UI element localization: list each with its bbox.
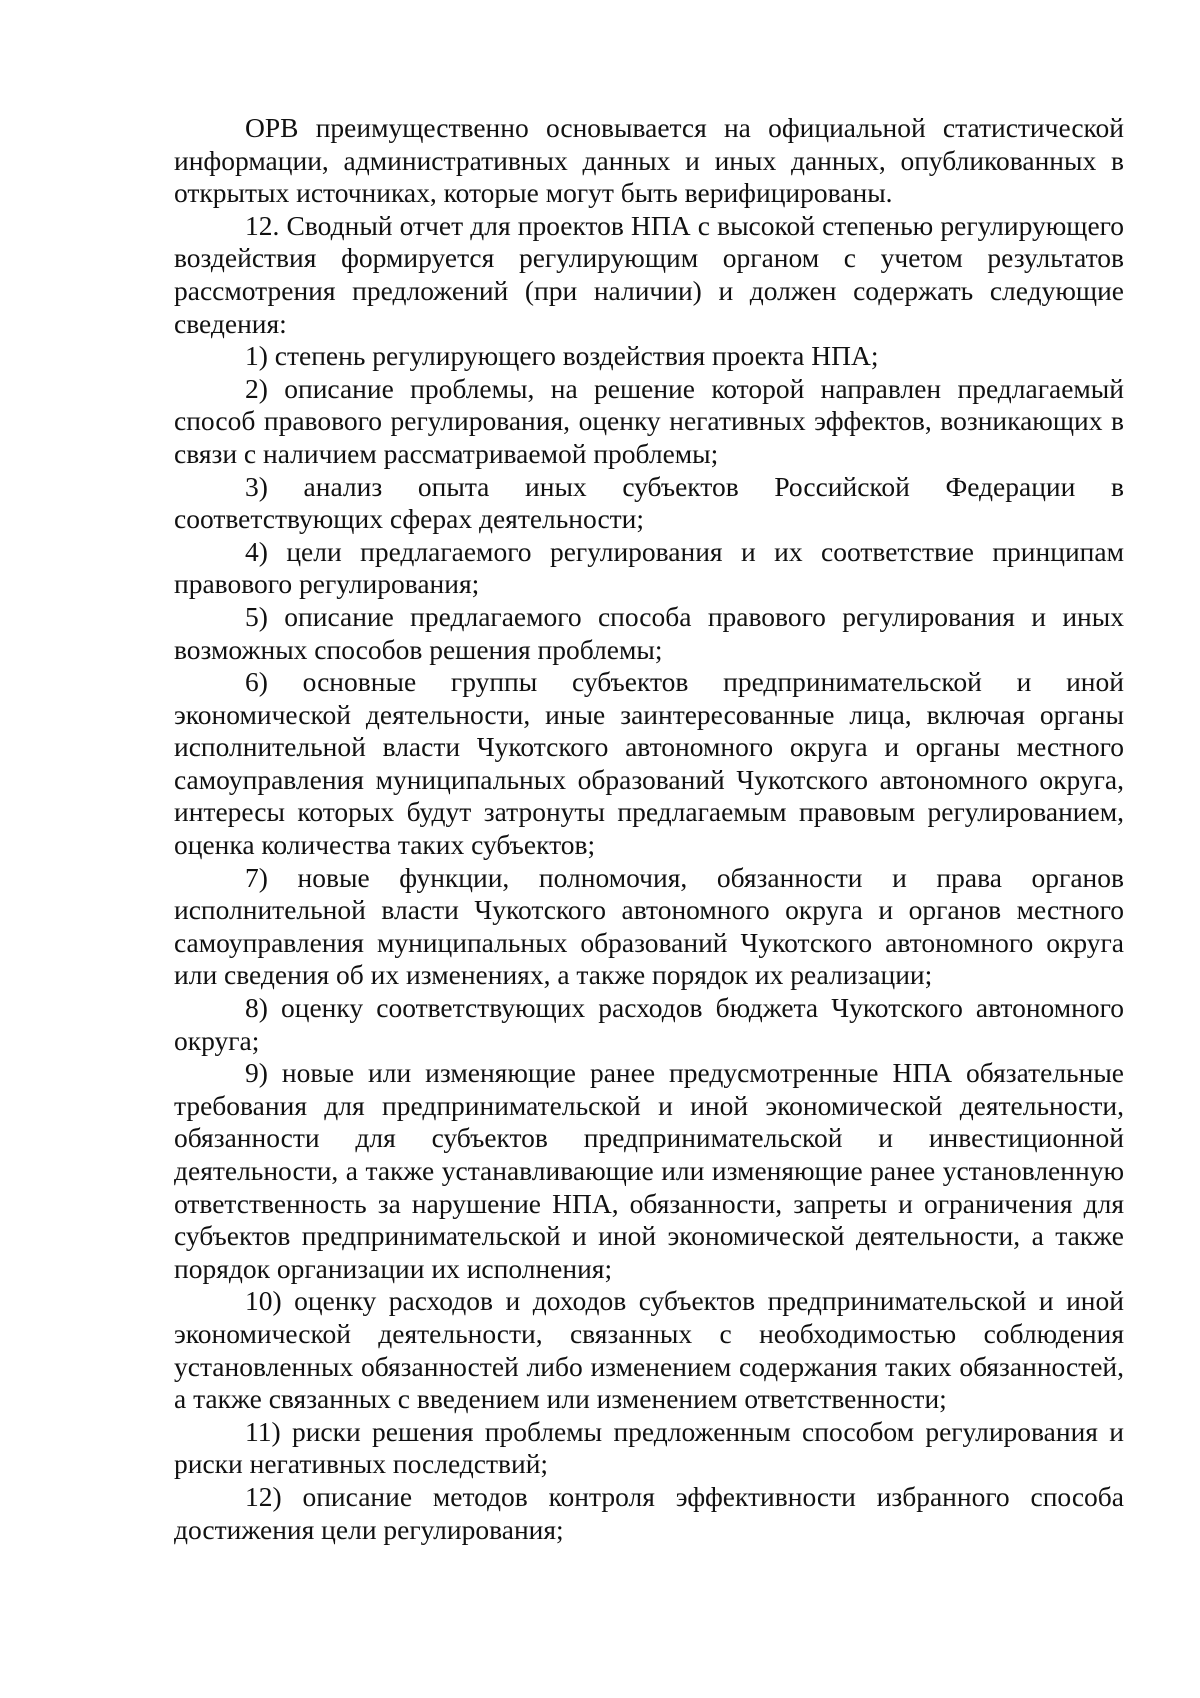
list-item-5: 5) описание предлагаемого способа правового регулирования и иных возможных способов решения проблемы; bbox=[174, 600, 1124, 665]
list-item-1: 1) степень регулирующего воздействия проекта НПА; bbox=[245, 340, 879, 372]
list-item-8: 8) оценку соответствующих расходов бюджета Чукотского автономного округа; bbox=[174, 992, 1124, 1056]
paragraph-item-12-summary-report: 12. Сводный отчет для проектов НПА с высокой степенью регулирующего воздействия формируется регулирующим органом с учетом результатов рассмотрения предложений (при наличии) и должен содержать следующие сведения: bbox=[174, 209, 1124, 339]
list-item-10: 10) оценку расходов и доходов субъектов предпринимательской и иной экономической деятельности, связанных с необходимостью соблюдения установленных обязанностей либо изменением содержания таких обязанностей, а также связанных с введением или изменением ответственности; bbox=[174, 1285, 1124, 1415]
list-item-3: 3) анализ опыта иных субъектов Российской Федерации в соответствующих сферах деятельности; bbox=[174, 470, 1124, 535]
paragraph-orv-sources: ОРВ преимущественно основывается на официальной статистической информации, административных данных и иных данных, опубликованных в открытых источниках, которые могут быть верифицированы. bbox=[174, 112, 1124, 209]
list-item-7: 7) новые функции, полномочия, обязанности и права органов исполнительной власти Чукотского автономного округа и органов местного самоуправления муниципальных образований Чукотского автономного округа или сведения об их изменениях, а также порядок их реализации; bbox=[174, 861, 1124, 991]
list-item-9: 9) новые или изменяющие ранее предусмотренные НПА обязательные требования для предпринимательской и иной экономической деятельности, обязанности для субъектов предпринимательской и инвестиционной деятельности, а также устанавливающие или изменяющие ранее установленную ответственность за нарушение НПА, обязанности, запреты и ограничения для субъектов предпринимательской и иной экономической деятельности, а также порядок организации их исполнения; bbox=[174, 1057, 1124, 1284]
list-item-12: 12) описание методов контроля эффективности избранного способа достижения цели регулирования; bbox=[174, 1480, 1124, 1545]
list-item-2: 2) описание проблемы, на решение которой направлен предлагаемый способ правового регулирования, оценку негативных эффектов, возникающих в связи с наличием рассматриваемой проблемы; bbox=[174, 372, 1124, 469]
list-item-6: 6) основные группы субъектов предпринимательской и иной экономической деятельности, иные заинтересованные лица, включая органы исполнительной власти Чукотского автономного округа и органы местного самоуправления муниципальных образований Чукотского автономного округа, интересы которых будут затронуты предлагаемым правовым регулированием, оценка количества таких субъектов; bbox=[174, 666, 1124, 861]
document-body bbox=[174, 112, 1124, 1546]
list-item-11: 11) риски решения проблемы предложенным способом регулирования и риски негативных последствий; bbox=[174, 1415, 1124, 1480]
list-item-4: 4) цели предлагаемого регулирования и их соответствие принципам правового регулирования; bbox=[174, 535, 1124, 600]
